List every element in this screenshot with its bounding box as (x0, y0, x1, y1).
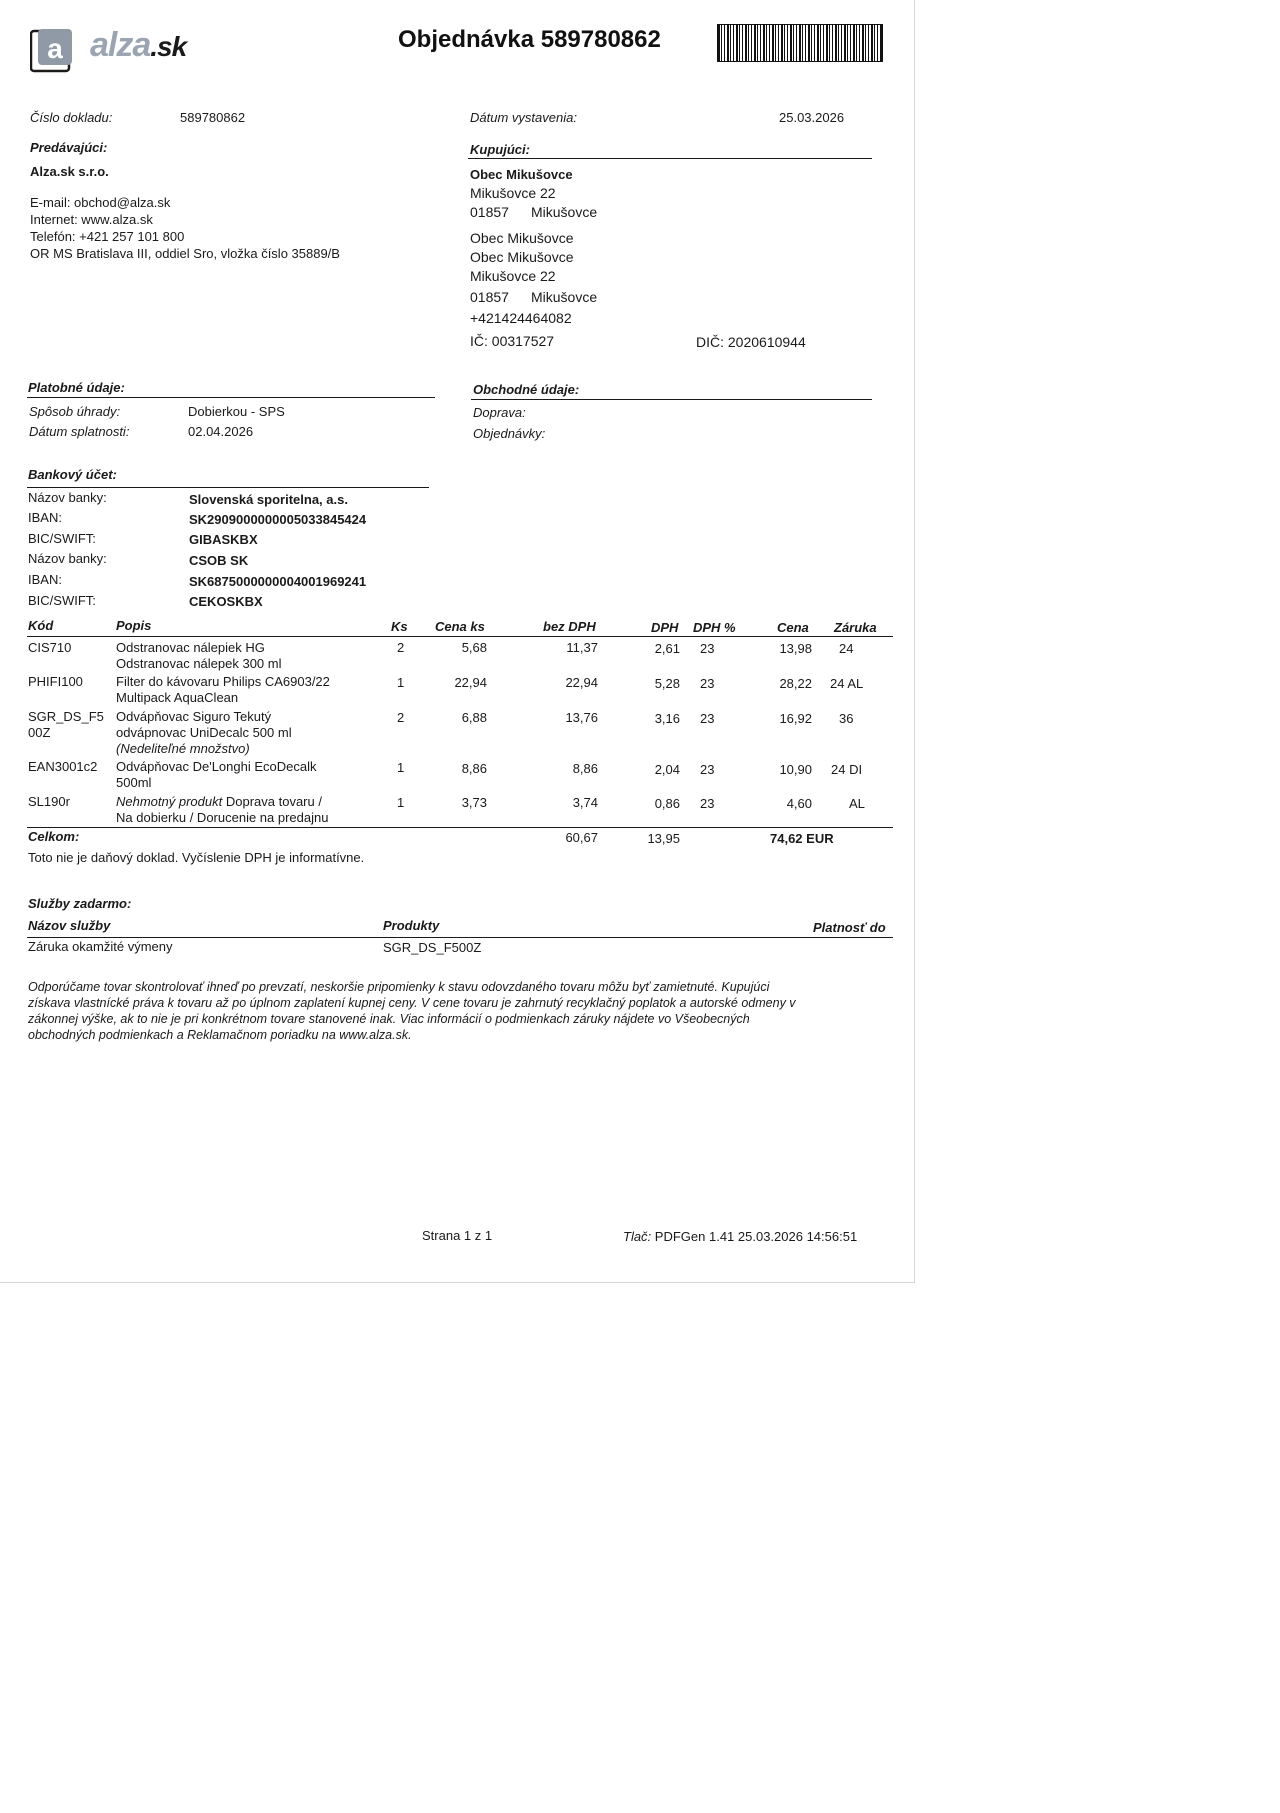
table-row-desc: Odvápňovac Siguro Tekutý (116, 709, 272, 724)
issue-date: 25.03.2026 (779, 110, 845, 125)
table-row-net: 11,37 (566, 640, 598, 655)
buyer-ico: IČ: 00317527 (470, 333, 555, 349)
services-col-products: Produkty (383, 918, 440, 933)
service-products: SGR_DS_F500Z (383, 940, 482, 955)
table-row-net: 22,94 (565, 675, 598, 690)
table-row-unit-price: 8,86 (461, 761, 487, 776)
table-row-vat-pct: 23 (700, 711, 715, 726)
table-row-vat-pct: 23 (700, 796, 715, 811)
disclaimer-line: Odporúčame tovar skontrolovať ihneď po prevzatí, neskoršie pripomienky k stavu odovzdaného tovaru môžu byť zamietnuté. Kupujúci (28, 980, 770, 994)
table-row-vat: 2,61 (654, 641, 680, 656)
product-type-label: Nehmotný produkt (116, 794, 223, 809)
col-header-unit-price: Cena ks (435, 619, 485, 634)
table-row-code-2: 00Z (28, 725, 51, 740)
issue-date-label: Dátum vystavenia: (470, 110, 577, 125)
table-row-net: 8,86 (572, 761, 598, 776)
due-date: 02.04.2026 (188, 424, 254, 439)
table-row-desc-2: Na dobierku / Dorucenie na predajnu (116, 810, 329, 825)
buyer-name: Obec Mikušovce (470, 167, 573, 182)
table-row-desc: Filter do kávovaru Philips CA6903/22 (116, 674, 330, 689)
bank-divider (27, 487, 429, 488)
table-row-desc-2: odvápnovac UniDecalc 500 ml (116, 725, 292, 740)
payment-heading: Platobné údaje: (28, 380, 125, 395)
table-row-desc (116, 794, 322, 809)
barcode (717, 24, 883, 62)
seller-name: Alza.sk s.r.o. (30, 164, 109, 179)
table-row-code: EAN3001c2 (28, 759, 98, 774)
buyer-heading: Kupujúci: (470, 142, 530, 157)
buyer-city: Mikušovce (531, 204, 598, 220)
seller-heading: Predávajúci: (30, 140, 108, 155)
total-price: 74,62 EUR (770, 831, 834, 846)
table-header-divider (27, 636, 893, 637)
col-header-vat: DPH (651, 620, 679, 635)
seller-internet: Internet: www.alza.sk (30, 212, 153, 227)
total-vat: 13,95 (647, 831, 680, 846)
bank-row-value: GIBASKBX (189, 532, 258, 547)
col-header-price: Cena (777, 620, 809, 635)
col-header-net: bez DPH (543, 619, 596, 634)
due-date-label: Dátum splatnosti: (29, 424, 130, 439)
table-row-desc-2: Odstranovac nálepek 300 ml (116, 656, 282, 671)
payment-method: Dobierkou - SPS (188, 404, 285, 419)
buyer-phone: +421424464082 (470, 310, 572, 326)
print-info (623, 1229, 857, 1244)
business-divider (471, 399, 872, 400)
table-row-unit-price: 3,73 (461, 795, 487, 810)
table-row-net: 13,76 (565, 710, 598, 725)
payment-divider (27, 397, 435, 398)
table-row-warranty: AL (849, 796, 865, 811)
table-row-code: SGR_DS_F5 (28, 709, 104, 724)
table-row-vat-pct: 23 (700, 641, 715, 656)
transport-label: Doprava: (473, 405, 526, 420)
total-label: Celkom: (28, 829, 80, 844)
table-row-desc: Odvápňovac De'Longhi EcoDecalk (116, 759, 317, 774)
table-row-qty: 2 (397, 710, 405, 725)
table-row-code: PHIFI100 (28, 674, 83, 689)
total-net: 60,67 (565, 830, 598, 845)
bank-heading: Bankový účet: (28, 467, 117, 482)
disclaimer-line: obchodných podmienkach a Reklamačnom poriadku na www.alza.sk. (28, 1028, 412, 1042)
col-header-warranty: Záruka (834, 620, 877, 635)
col-header-qty: Ks (391, 619, 408, 634)
tax-note: Toto nie je daňový doklad. Vyčíslenie DPH je informatívne. (28, 850, 365, 865)
bank-row-value: CEKOSKBX (189, 594, 263, 609)
bank-row-label: BIC/SWIFT: (28, 593, 96, 608)
bank-row-value: SK6875000000004001969241 (189, 574, 367, 589)
page-title: Objednávka 589780862 (398, 26, 661, 53)
buyer-zip: 01857 (470, 204, 509, 220)
table-row-vat-pct: 23 (700, 762, 715, 777)
seller-email: E-mail: obchod@alza.sk (30, 195, 171, 210)
delivery-city: Mikušovce (531, 289, 598, 305)
table-row-price: 4,60 (786, 796, 812, 811)
buyer-divider (468, 158, 872, 159)
col-header-desc: Popis (116, 618, 152, 633)
table-row-desc: Odstranovac nálepiek HG (116, 640, 265, 655)
bank-row-label: Názov banky: (28, 551, 107, 566)
logo-wordmark: alza.sk (90, 26, 187, 64)
seller-phone: Telefón: +421 257 101 800 (30, 229, 185, 244)
bank-row-value: CSOB SK (189, 553, 249, 568)
payment-method-label: Spôsob úhrady: (29, 404, 121, 419)
table-row-vat: 3,16 (654, 711, 680, 726)
buyer-dic: DIČ: 2020610944 (696, 334, 806, 350)
bank-row-label: IBAN: (28, 510, 62, 525)
table-row-unit-price: 22,94 (454, 675, 487, 690)
col-header-code: Kód (28, 618, 54, 633)
table-row-qty: 1 (397, 795, 405, 810)
orders-label: Objednávky: (473, 426, 546, 441)
page-number: Strana 1 z 1 (422, 1228, 493, 1243)
doc-number: 589780862 (180, 110, 246, 125)
bank-row-label: IBAN: (28, 572, 62, 587)
table-row-qty: 1 (397, 675, 405, 690)
table-row-code: CIS710 (28, 640, 72, 655)
table-row-vat: 0,86 (654, 796, 680, 811)
bank-row-label: BIC/SWIFT: (28, 531, 96, 546)
table-row-price: 13,98 (779, 641, 812, 656)
delivery-name: Obec Mikušovce (470, 230, 574, 246)
bank-row-value: SK2909000000005033845424 (189, 512, 367, 527)
table-row-net: 3,74 (572, 795, 598, 810)
table-row-vat-pct: 23 (700, 676, 715, 691)
business-heading: Obchodné údaje: (473, 382, 580, 397)
table-row-warranty: 24 AL (830, 676, 864, 691)
table-row-vat: 2,04 (654, 762, 680, 777)
table-row-desc-3: (Nedeliteľné množstvo) (116, 741, 250, 756)
table-row-price: 16,92 (779, 711, 812, 726)
disclaimer-line: získava vlastnícké práva k tovaru až po úplnom zaplatení kupnej ceny. V cene tovaru je zahrnutý recyklačný poplatok a autorské odmeny v (28, 996, 796, 1010)
table-row-desc-2: 500ml (116, 775, 152, 790)
table-row-desc-2: Multipack AquaClean (116, 690, 239, 705)
table-total-divider (27, 827, 893, 828)
table-row-price: 10,90 (779, 762, 812, 777)
table-row-unit-price: 6,88 (461, 710, 487, 725)
table-row-desc-text: Doprava tovaru / (225, 794, 322, 809)
svg-text:a: a (47, 33, 63, 64)
service-name: Záruka okamžité výmeny (28, 939, 173, 954)
bank-row-label: Názov banky: (28, 490, 107, 505)
table-row-warranty: 36 (839, 711, 854, 726)
delivery-name-2: Obec Mikušovce (470, 249, 574, 265)
table-row-qty: 2 (397, 640, 405, 655)
delivery-zip: 01857 (470, 289, 509, 305)
bank-row-value: Slovenská sporitelna, a.s. (189, 492, 348, 507)
services-col-valid: Platnosť do (813, 920, 886, 935)
table-row-price: 28,22 (779, 676, 812, 691)
print-details: PDFGen 1.41 25.03.2026 14:56:51 (654, 1229, 858, 1244)
seller-register: OR MS Bratislava III, oddiel Sro, vložka číslo 35889/B (30, 246, 340, 261)
table-row-qty: 1 (397, 760, 405, 775)
table-row-code: SL190r (28, 794, 70, 809)
alza-logo-icon (30, 28, 74, 74)
print-label: Tlač: (623, 1229, 652, 1244)
table-row-vat: 5,28 (654, 676, 680, 691)
table-row-unit-price: 5,68 (461, 640, 487, 655)
table-row-warranty: 24 (839, 641, 854, 656)
services-divider (27, 937, 893, 938)
delivery-street: Mikušovce 22 (470, 268, 556, 284)
col-header-vat-pct: DPH % (693, 620, 736, 635)
buyer-street: Mikušovce 22 (470, 185, 556, 201)
disclaimer-line: zákonnej výške, ak to nie je pri konkrétnom tovare stanovené inak. Viac informácií o podmienkach záruky nájdete vo Všeobecných (28, 1012, 750, 1026)
doc-number-label: Číslo dokladu: (30, 110, 113, 125)
services-col-name: Názov služby (28, 918, 111, 933)
services-heading: Služby zadarmo: (28, 896, 132, 911)
table-row-warranty: 24 DI (831, 762, 863, 777)
